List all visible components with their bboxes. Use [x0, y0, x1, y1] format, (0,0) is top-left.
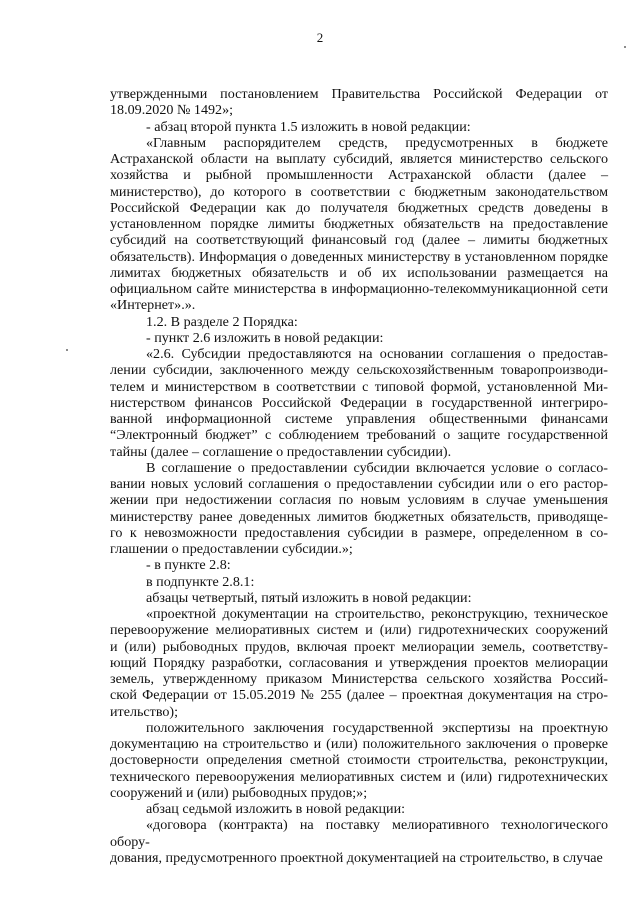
document-line: «Главным распорядителем средств, предусмотренных в бюджете [146, 134, 608, 151]
document-line: дования, предусмотренного проектной документацией на строительство, в случае [110, 849, 603, 866]
document-line: го к невозможности предоставления субсидии в размере, определенном в со- [110, 524, 608, 541]
document-line: сооружений и (или) рыбоводных прудов;»; [110, 784, 368, 801]
document-line: технического перевооружения мелиоративных систем и (или) гидротехнических [110, 768, 608, 785]
document-line: субсидий на соответствующий финансовый год (далее – лимиты бюджетных [110, 232, 608, 249]
document-line: Астраханской области на выплату субсидий, является министерство сельского [110, 151, 608, 167]
document-line: лении субсидии, заключенного между сельскохозяйственным товаропроизводи- [110, 362, 608, 379]
scan-speck [66, 349, 68, 351]
document-line: достоверности определения сметной стоимости строительства, реконструкции, [110, 752, 608, 769]
scan-speck [624, 46, 626, 48]
document-line: - абзац второй пункта 1.5 изложить в новой редакции: [146, 118, 471, 135]
document-line: ющий Порядку разработки, согласования и утверждения проектов мелиорации [110, 654, 608, 671]
document-line: ванной информационной системе управления общественными финансами [110, 411, 608, 427]
document-line: министерству ранее доведенных лимитов бюджетных обязательств, приводяще- [110, 508, 608, 525]
document-line: «2.6. Субсидии предоставляются на основании соглашения о предостав- [146, 346, 608, 362]
document-line: «договора (контракта) на поставку мелиоративного технологического обору- [110, 817, 608, 850]
document-line: “Электронный бюджет” с соблюдением требований о защите государственной [110, 427, 608, 444]
document-line: - пункт 2.6 изложить в новой редакции: [146, 329, 384, 346]
document-line: документацию на строительство и (или) положительного заключения о проверке [110, 736, 608, 752]
document-line: ительство); [110, 703, 179, 720]
document-line: Российской Федерации как до получателя бюджетных средств доведены в [110, 199, 608, 216]
document-line: установленном порядке лимиты бюджетных обязательств на предоставление [110, 216, 608, 232]
document-line: обязательств). Информация о доведенных министерству в установленном порядке [110, 248, 608, 265]
document-line: глашении о предоставлении субсидии.»; [110, 541, 353, 557]
document-line: «Интернет».». [110, 297, 196, 314]
document-line: тайны (далее – соглашение о предоставлении субсидии). [110, 443, 452, 460]
document-line: утвержденными постановлением Правительства Российской Федерации от [110, 86, 608, 102]
document-line: официальном сайте министерства в информационно-телекоммуникационной сети [110, 281, 608, 297]
page-number: 2 [316, 30, 324, 45]
document-line: В соглашение о предоставлении субсидии включается условие о согласо- [146, 459, 608, 476]
document-line: министерство), до которого в соответствии с бюджетным законодательством [110, 183, 608, 200]
document-line: 18.09.2020 № 1492»; [110, 102, 234, 119]
document-line: нистерством финансов Российской Федерации в государственной интегриро- [110, 394, 608, 411]
document-line: и (или) рыбоводных прудов, включая проект мелиорации земель, соответству- [110, 638, 608, 655]
document-line: в подпункте 2.8.1: [146, 573, 255, 590]
document-line: - в пункте 2.8: [146, 557, 231, 574]
document-line: перевооружение мелиоративных систем и (или) гидротехнических сооружений [110, 622, 608, 639]
document-line: жении при недостижении согласия по новым условиям в случае уменьшения [110, 492, 608, 509]
document-line: ской Федерации от 15.05.2019 № 255 (далее – проектная документация на стро- [110, 687, 608, 704]
document-line: абзацы четвертый, пятый изложить в новой редакции: [146, 589, 472, 606]
document-line: телем и министерством в соответствии с типовой формой, установленной Ми- [110, 378, 608, 395]
document-line: 1.2. В разделе 2 Порядка: [146, 313, 298, 330]
document-line: абзац седьмой изложить в новой редакции: [146, 801, 406, 817]
document-body [110, 86, 608, 866]
document-line: лимитах бюджетных обязательств и об их использовании размещается на [110, 264, 608, 281]
document-line: вании новых условий соглашения о предоставлении субсидии или о его растор- [110, 476, 608, 492]
document-line: хозяйства и рыбной промышленности Астраханской области (далее – [110, 167, 608, 184]
document-line: «проектной документации на строительство, реконструкцию, техническое [146, 606, 608, 622]
document-line: положительного заключения государственной экспертизы на проектную [146, 719, 608, 736]
document-line: земель, утвержденному приказом Министерства сельского хозяйства Россий- [110, 671, 608, 687]
